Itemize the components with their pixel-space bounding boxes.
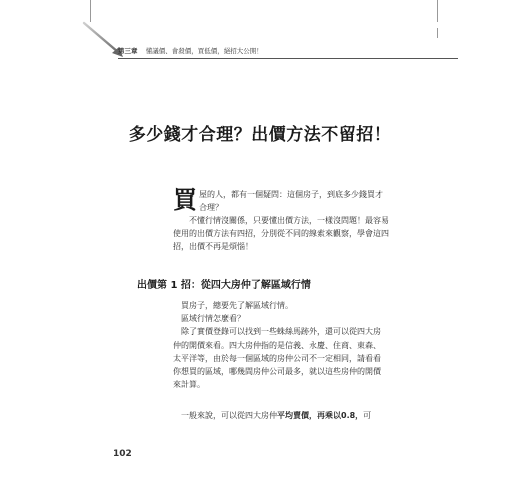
body-line-2: 區域行情怎麼看？ xyxy=(181,314,245,324)
drop-cap: 買 xyxy=(173,186,197,214)
paragraph-4-end: 可 xyxy=(363,411,372,421)
header-subtitle: 懂議價、會殺價，買低價，絕招大公開！ xyxy=(145,47,263,55)
header-chapter: 第三章 xyxy=(118,47,138,55)
section-heading: 出價第 1 招：從四大房仲了解區域行情 xyxy=(137,280,311,291)
intro-paragraph-2: 不懂行情沒關係，只要懂出價方法，一樣沒問題！最容易使用的出價方法有四招，分別從不同的線索來觀察，學會這四招，出價不再是煩惱！ xyxy=(173,216,389,251)
running-header xyxy=(118,46,458,59)
intro-text-1: 屋的人，都有一個疑問：這個房子，到底多少錢買才合理？ xyxy=(199,190,383,212)
body-text xyxy=(173,299,381,423)
paragraph-4-start: 一般來說，可以從四大房仲 xyxy=(181,411,277,421)
page-number: 102 xyxy=(113,449,132,459)
paragraph-4-bold: 平均賣價，再乘以0.8， xyxy=(277,411,364,421)
intro-paragraph-1 xyxy=(173,188,389,214)
intro-block xyxy=(173,188,389,253)
crop-mark-right-top xyxy=(437,28,438,38)
body-paragraph-3: 除了實價登錄可以找到一些蛛絲馬跡外，還可以從四大房仲的開價來看。四大房仲指的是信義、永慶、住商、東森、太平洋等，由於每一個區域的房仲公司不一定相同，請看看你想買的區域，哪幾間房仲公司最多，就以這些房仲的開價來計算。 xyxy=(173,327,381,390)
crop-mark-top-left xyxy=(90,0,91,22)
body-paragraph-4 xyxy=(173,409,381,422)
body-line-1: 買房子，總要先了解區域行情。 xyxy=(181,301,293,310)
header-separator xyxy=(140,47,144,55)
crop-mark-top-right xyxy=(437,0,438,22)
page-title: 多少錢才合理？出價方法不留招！ xyxy=(128,125,392,145)
